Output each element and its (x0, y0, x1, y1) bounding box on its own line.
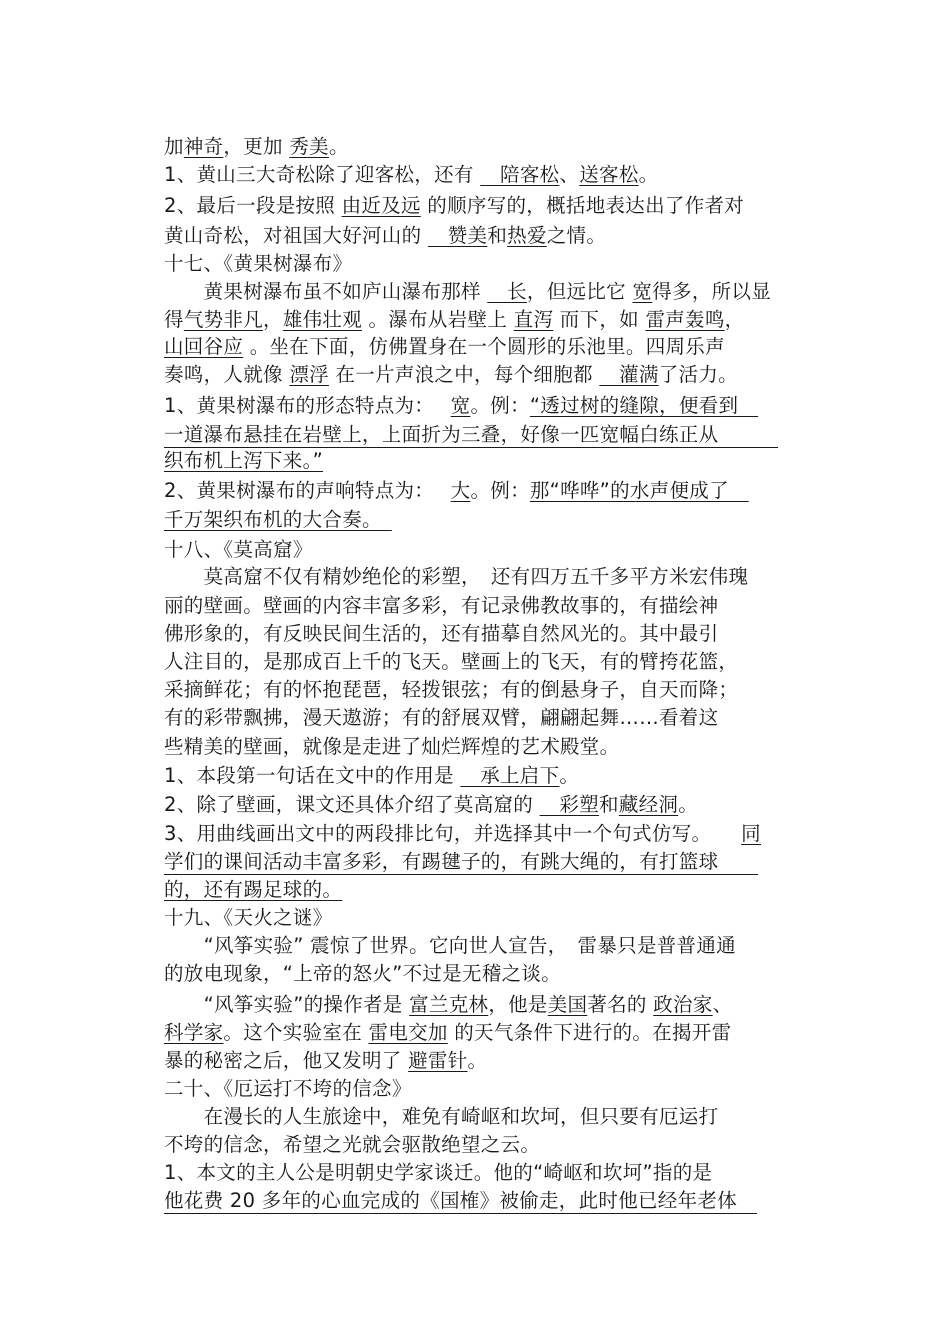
answer-underlined: 一道瀑布悬挂在岩壁上，上面折为三叠，好像一匹宽幅白练正从 (164, 423, 778, 446)
text-line (164, 1187, 757, 1214)
text-line (164, 1159, 712, 1186)
answer-underlined: 科学家 (164, 1021, 224, 1044)
answer-underlined: 大 (450, 479, 471, 502)
line-text: “风筝实验”的操作者是 (164, 993, 410, 1016)
text-line (164, 762, 579, 789)
answer-underlined: 那“哗哗”的水声便成了 (529, 479, 749, 502)
text-line (164, 306, 744, 333)
answer-underlined: 富兰克林 (409, 993, 489, 1016)
line-text: 些精美的壁画，就像是走进了灿烂辉煌的艺术殿堂。 (164, 735, 620, 758)
line-text: 的顺序写的，概括地表达出了作者对 (420, 194, 745, 217)
line-text: 1、本段第一句话在文中的作用是 (164, 764, 461, 787)
text-line (164, 192, 744, 219)
line-text: 、 (559, 163, 580, 186)
line-text: 之情。 (546, 224, 607, 247)
line-text: 和 (487, 224, 508, 247)
answer-underlined: 雷电交加 (368, 1021, 448, 1044)
text-line (164, 932, 736, 959)
line-text: ，他是 (488, 993, 548, 1016)
text-line (164, 791, 698, 818)
line-text: 2、最后一段是按照 (164, 194, 342, 217)
text-line (164, 991, 732, 1018)
line-text: 的放电现象，“上帝的怒火”不过是无稽之谈。 (164, 962, 562, 985)
text-line (164, 333, 725, 360)
text-line (164, 704, 718, 731)
text-line (164, 536, 313, 563)
answer-underlined: 秀美 (289, 135, 329, 158)
text-line (164, 1019, 731, 1046)
line-text: 2、黄果树瀑布的声响特点为： (164, 479, 451, 502)
line-text: 1、本文的主人公是明朝史学家谈迁。他的“崎岖和坎坷”指的是 (164, 1161, 713, 1184)
text-line (164, 876, 342, 903)
line-text: ，更加 (223, 135, 290, 158)
answer-underlined: 千万架织布机的大合奏。 (164, 508, 392, 531)
text-line (164, 620, 718, 647)
line-text: 莫高窟不仅有精妙绝伦的彩塑， 还有四万五千多平方米宏伟瑰 (164, 565, 749, 588)
line-text: 黄山奇松，对祖国大好河山的 (164, 224, 428, 247)
line-text: 有的彩带飘拂，漫天遨游；有的舒展双臂，翩翩起舞……看着这 (164, 706, 719, 729)
line-text: 在漫长的人生旅途中，难免有崎岖和坎坷，但只要有厄运打 (164, 1105, 719, 1128)
answer-underlined: 彩塑 (539, 793, 600, 816)
line-text: 丽的壁画。壁画的内容丰富多彩，有记录佛教故事的，有描绘神 (164, 594, 719, 617)
answer-underlined: 雄伟壮观 (282, 308, 363, 331)
line-text: 得 (164, 308, 184, 331)
answer-underlined: 学们的课间活动丰富多彩，有踢毽子的，有跳大绳的，有打篮球 (164, 850, 759, 873)
line-text: 。 (328, 135, 349, 158)
line-text: 。 (467, 1049, 488, 1072)
text-line (164, 278, 771, 305)
line-text: 著名的 (587, 993, 654, 1016)
line-text: 和 (599, 793, 619, 816)
answer-underlined: 政治家 (653, 993, 713, 1016)
line-text: ， (263, 308, 283, 331)
line-text: 。例： (470, 479, 530, 502)
line-text: 得多，所以显 (652, 280, 772, 303)
line-text: ， (724, 308, 745, 331)
answer-underlined: 藏经洞 (618, 793, 679, 816)
line-text: 不垮的信念，希望之光就会驱散绝望之云。 (164, 1133, 541, 1156)
line-text: 。 (678, 793, 699, 816)
text-line (164, 421, 778, 448)
answer-underlined: 神奇 (183, 135, 224, 158)
line-text: 、 (712, 993, 733, 1016)
text-line (164, 676, 738, 703)
answer-underlined: 热爱 (507, 224, 547, 247)
line-text: 黄果树瀑布虽不如庐山瀑布那样 (164, 280, 488, 303)
line-text: 采摘鲜花；有的怀抱琵琶，轻拨银弦；有的倒悬身子，自天而降； (164, 678, 739, 701)
answer-underlined: 织布机上泻下来。” (164, 449, 324, 472)
line-text: 奏鸣，人就像 (164, 363, 290, 386)
text-line (164, 960, 561, 987)
line-text: 人注目的，是那成百上千的飞天。壁画上的飞天，有的臂挎花篮， (164, 650, 739, 673)
answer-underlined: “透过树的缝隙，便看到 (529, 394, 759, 417)
text-line (164, 133, 349, 160)
line-text: 暴的秘密之后，他又发明了 (164, 1049, 409, 1072)
text-line (164, 648, 738, 675)
answer-underlined: 宽 (632, 280, 653, 303)
line-text: 十九、《天火之谜》 (164, 906, 333, 929)
text-line (164, 733, 619, 760)
answer-underlined: 同 (741, 822, 761, 845)
answer-underlined: 陪客松 (480, 163, 560, 186)
text-line (164, 222, 606, 249)
line-text: 而下，如 (553, 308, 646, 331)
line-text: 1、黄山三大奇松除了迎客松，还有 (164, 163, 481, 186)
line-text: 在一片声浪之中，每个细胞都 (328, 363, 600, 386)
text-line (164, 1131, 540, 1158)
answer-underlined: 雷声轰鸣 (645, 308, 725, 331)
text-line (164, 848, 758, 875)
answer-underlined: 气势非凡 (183, 308, 264, 331)
text-line (164, 904, 332, 931)
line-text: 1、黄果树瀑布的形态特点为： (164, 394, 451, 417)
text-line (164, 820, 761, 847)
answer-underlined: 美国 (547, 993, 588, 1016)
answer-underlined: 宽 (450, 394, 471, 417)
text-line (164, 1047, 487, 1074)
answer-underlined: 他花费 20 多年的心血完成的《国榷》被偷走，此时他已经年老体 (164, 1189, 757, 1212)
text-line (164, 563, 748, 590)
line-text: 佛形象的，有反映民间生活的，还有描摹自然风光的。其中最引 (164, 622, 719, 645)
text-line (164, 361, 738, 388)
line-text: 的天气条件下进行的。在揭开雷 (447, 1021, 732, 1044)
line-text: ，但远比它 (526, 280, 633, 303)
line-text: 3、用曲线画出文中的两段排比句，并选择其中一个句式仿写。 (164, 822, 742, 845)
text-line (164, 477, 749, 504)
answer-underlined: 长 (487, 280, 527, 303)
answer-underlined: 漂浮 (289, 363, 329, 386)
line-text: 了活力。 (658, 363, 738, 386)
line-text: 加 (164, 135, 184, 158)
answer-underlined: 由近及远 (341, 194, 421, 217)
line-text: 。坐在下面，仿佛置身在一个圆形的乐池里。四周乐声 (243, 335, 725, 358)
line-text: 。 (559, 764, 580, 787)
text-line (164, 506, 392, 533)
text-line (164, 250, 352, 277)
answer-underlined: 的，还有踢足球的。 (164, 878, 343, 901)
text-line (164, 161, 658, 188)
text-line (164, 1103, 718, 1130)
text-line (164, 592, 718, 619)
line-text: 十八、《莫高窟》 (164, 538, 313, 561)
line-text: 二十、《厄运打不垮的信念》 (164, 1077, 412, 1100)
text-line (164, 392, 758, 419)
line-text: 十七、《黄果树瀑布》 (164, 252, 353, 275)
answer-underlined: 送客松 (579, 163, 639, 186)
line-text: 2、除了壁画，课文还具体介绍了莫高窟的 (164, 793, 540, 816)
text-line (164, 1075, 412, 1102)
line-text: 。瀑布从岩壁上 (362, 308, 514, 331)
answer-underlined: 承上启下 (460, 764, 560, 787)
answer-underlined: 避雷针 (408, 1049, 468, 1072)
line-text: 。这个实验室在 (223, 1021, 369, 1044)
answer-underlined: 灌满 (599, 363, 659, 386)
answer-underlined: 直泻 (513, 308, 554, 331)
answer-underlined: 赞美 (427, 224, 488, 247)
line-text: 。例： (470, 394, 530, 417)
text-line (164, 447, 323, 474)
line-text: 。 (638, 163, 659, 186)
answer-underlined: 山回谷应 (164, 335, 244, 358)
line-text: “风筝实验” 震惊了世界。它向世人宣告， 雷暴只是普普通通 (164, 934, 736, 957)
